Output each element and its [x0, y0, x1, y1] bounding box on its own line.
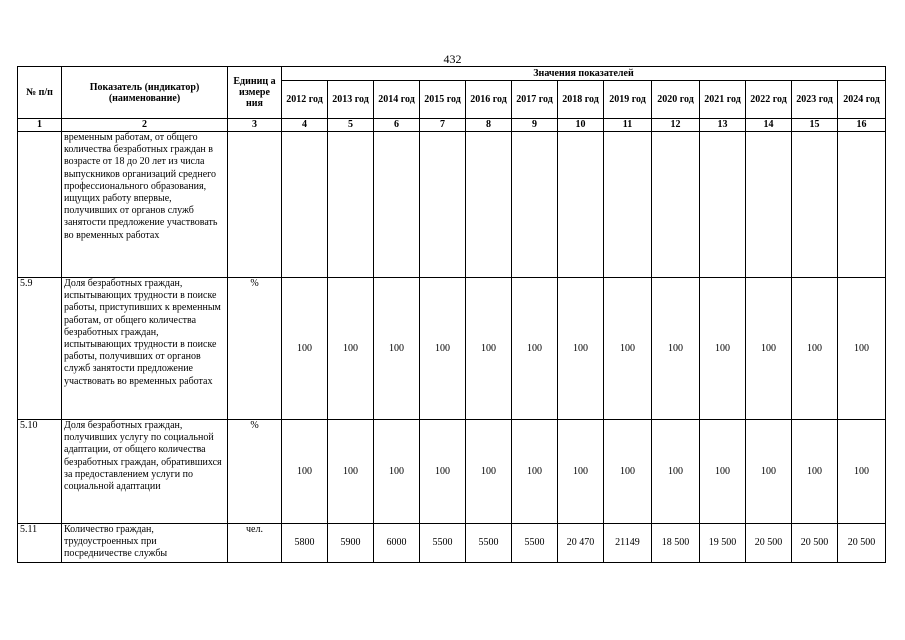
header-year: 2017 год [512, 81, 558, 119]
column-number: 6 [374, 119, 420, 132]
indicator-value: 100 [700, 420, 746, 524]
indicator-value: 100 [838, 278, 886, 420]
indicator-value: 100 [282, 278, 328, 420]
unit: чел. [228, 524, 282, 563]
column-number: 7 [420, 119, 466, 132]
column-number: 13 [700, 119, 746, 132]
column-number: 1 [18, 119, 62, 132]
header-year: 2014 год [374, 81, 420, 119]
indicator-value [328, 132, 374, 278]
indicator-value: 5500 [512, 524, 558, 563]
indicator-value [838, 132, 886, 278]
indicator-value: 100 [374, 278, 420, 420]
indicator-value: 5800 [282, 524, 328, 563]
header-year: 2013 год [328, 81, 374, 119]
indicator-value: 100 [420, 278, 466, 420]
header-num: № п/п [18, 67, 62, 119]
header-year: 2024 год [838, 81, 886, 119]
column-number: 16 [838, 119, 886, 132]
indicator-value: 100 [420, 420, 466, 524]
column-number: 3 [228, 119, 282, 132]
indicator-value: 100 [604, 420, 652, 524]
header-year: 2021 год [700, 81, 746, 119]
row-number: 5.10 [18, 420, 62, 524]
indicator-value: 100 [328, 420, 374, 524]
column-numbers-row [18, 119, 886, 132]
indicator-value: 20 500 [746, 524, 792, 563]
indicator-value [282, 132, 328, 278]
header-year: 2016 год [466, 81, 512, 119]
indicator-value: 100 [746, 278, 792, 420]
indicator-value: 100 [700, 278, 746, 420]
indicator-value: 100 [792, 278, 838, 420]
indicator-name: Доля безработных граждан, получивших услугу по социальной адаптации, от общего количества безработных граждан, обратившихся за предоставлением услуги по социальной адаптации [62, 420, 228, 524]
row-number: 5.11 [18, 524, 62, 563]
page-number: 432 [443, 52, 462, 66]
unit [228, 132, 282, 278]
indicator-name: Доля безработных граждан, испытывающих трудности в поиске работы, приступивших к временным работам, от общего количества безработных граждан, испытывающих трудности в поиске работы, получивших от органов служб занятости предложение участвовать во временных работах [62, 278, 228, 420]
indicator-value: 21149 [604, 524, 652, 563]
indicator-value: 20 500 [792, 524, 838, 563]
indicator-value: 20 500 [838, 524, 886, 563]
indicator-value: 100 [374, 420, 420, 524]
indicator-value: 100 [558, 278, 604, 420]
indicator-value: 5900 [328, 524, 374, 563]
indicator-value: 5500 [466, 524, 512, 563]
header-year: 2012 год [282, 81, 328, 119]
column-number: 5 [328, 119, 374, 132]
column-number: 4 [282, 119, 328, 132]
indicator-value: 100 [792, 420, 838, 524]
column-number: 2 [62, 119, 228, 132]
header-year: 2022 год [746, 81, 792, 119]
indicator-value: 19 500 [700, 524, 746, 563]
header-year: 2019 год [604, 81, 652, 119]
indicator-value: 5500 [420, 524, 466, 563]
header-unit: Единиц а измере ния [228, 67, 282, 119]
header-year: 2015 год [420, 81, 466, 119]
indicator-value: 100 [558, 420, 604, 524]
indicator-value [604, 132, 652, 278]
indicator-value [420, 132, 466, 278]
header-indicator: Показатель (индикатор) (наименование) [62, 67, 228, 119]
column-number: 15 [792, 119, 838, 132]
column-number: 12 [652, 119, 700, 132]
indicator-value [700, 132, 746, 278]
indicator-value: 100 [838, 420, 886, 524]
indicator-value: 100 [652, 278, 700, 420]
indicator-value: 6000 [374, 524, 420, 563]
row-number [18, 132, 62, 278]
column-number: 9 [512, 119, 558, 132]
column-number: 14 [746, 119, 792, 132]
table-row [18, 132, 886, 278]
table-row [18, 420, 886, 524]
header-year: 2018 год [558, 81, 604, 119]
header-values-group: Значения показателей [282, 67, 886, 81]
indicator-value [652, 132, 700, 278]
indicators-table [17, 66, 886, 563]
indicator-value: 20 470 [558, 524, 604, 563]
indicator-name: Количество граждан, трудоустроенных при посредничестве службы [62, 524, 228, 563]
indicator-name: временным работам, от общего количества безработных граждан в возрасте от 18 до 20 лет из числа выпускников организаций среднего профессионального образования, ищущих работу впервые, получивших от органов служб занятости предложение участвовать во временных работах [62, 132, 228, 278]
unit: % [228, 278, 282, 420]
indicator-value [374, 132, 420, 278]
column-number: 8 [466, 119, 512, 132]
column-number: 11 [604, 119, 652, 132]
indicator-value [466, 132, 512, 278]
indicator-value: 100 [466, 420, 512, 524]
indicator-value: 100 [466, 278, 512, 420]
row-number: 5.9 [18, 278, 62, 420]
indicator-value: 18 500 [652, 524, 700, 563]
table-row [18, 524, 886, 563]
indicator-value: 100 [328, 278, 374, 420]
indicator-value [512, 132, 558, 278]
indicator-value: 100 [652, 420, 700, 524]
indicator-value [558, 132, 604, 278]
header-year: 2020 год [652, 81, 700, 119]
indicator-value [792, 132, 838, 278]
indicator-value: 100 [512, 278, 558, 420]
indicator-value [746, 132, 792, 278]
table-row [18, 278, 886, 420]
column-number: 10 [558, 119, 604, 132]
unit: % [228, 420, 282, 524]
indicator-value: 100 [282, 420, 328, 524]
indicator-value: 100 [512, 420, 558, 524]
indicator-value: 100 [746, 420, 792, 524]
indicator-value: 100 [604, 278, 652, 420]
header-year: 2023 год [792, 81, 838, 119]
